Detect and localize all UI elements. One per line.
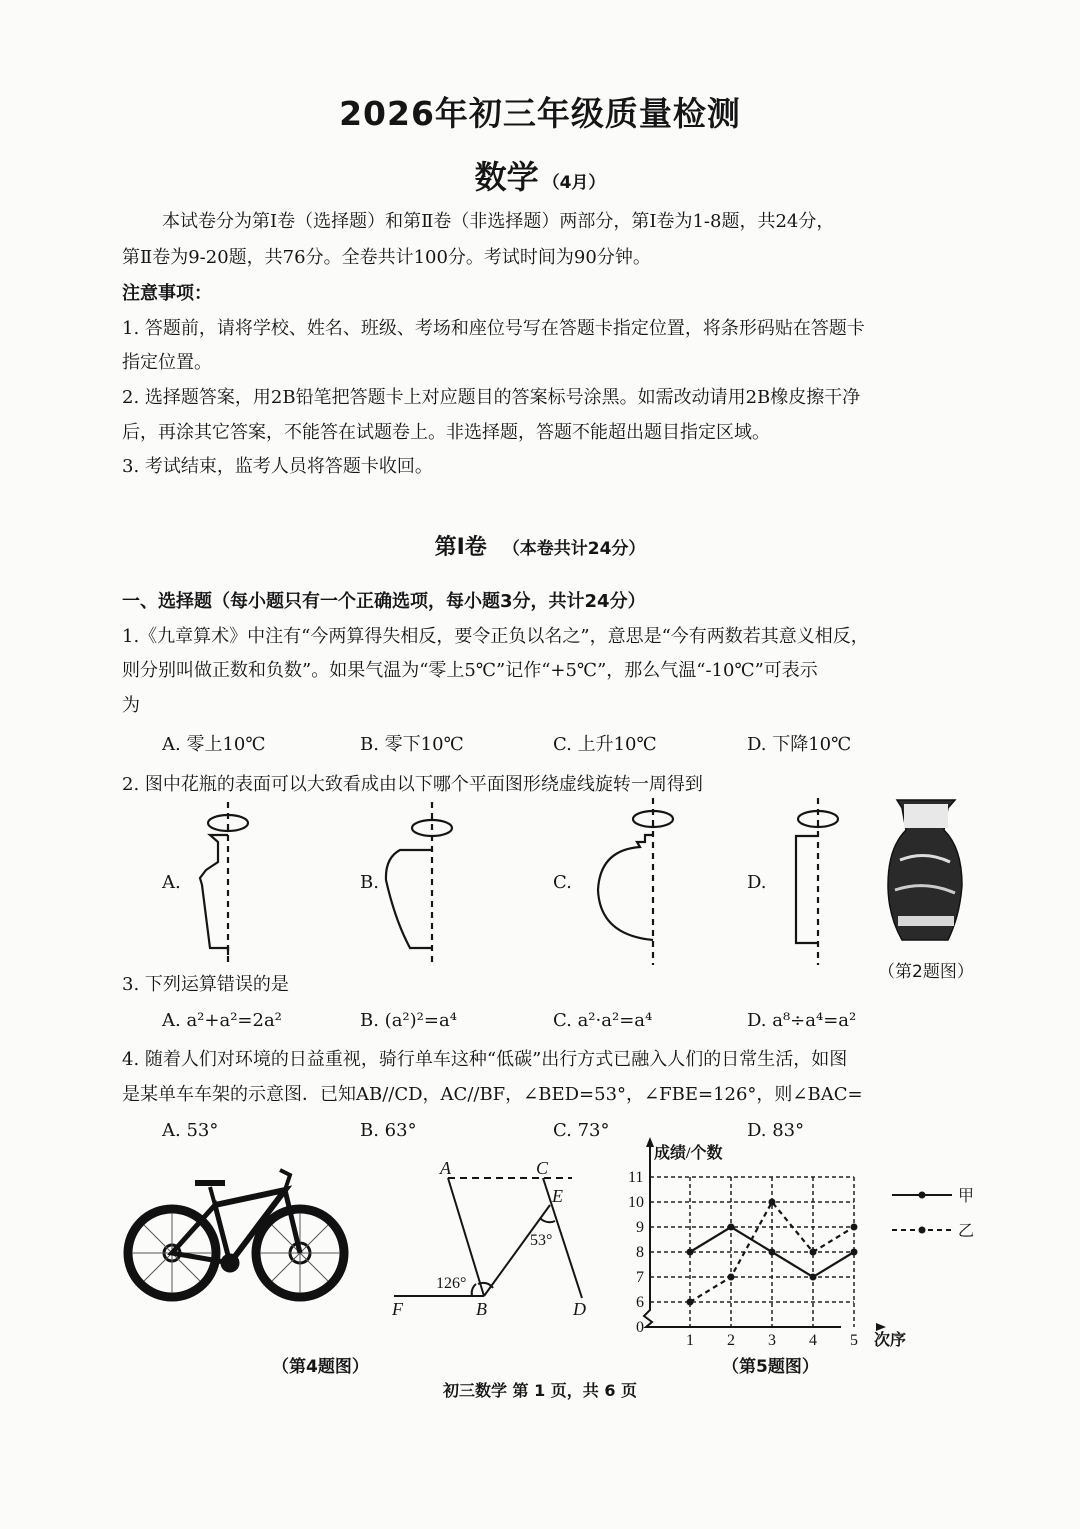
q1-line: 1.《九章算术》中注有“今两算得失相反，要令正负以名之”，意思是“今有两数若其意义相反， (122, 626, 869, 647)
part-heading: 一、选择题（每小题只有一个正确选项，每小题3分，共计24分） (122, 591, 646, 612)
q1-line: 为 (122, 695, 140, 716)
point-d-label: D (573, 1299, 586, 1319)
intro-line-2: 第Ⅱ卷为9-20题，共76分。全卷共计100分。考试时间为90分钟。 (122, 247, 651, 268)
q3-option-b[interactable]: B. (a²)²=a⁴ (360, 1010, 457, 1031)
point-a-label: A (440, 1158, 451, 1178)
bicycle-image-icon (120, 1165, 360, 1315)
option-b-shape-icon (386, 802, 452, 965)
q3-option-d[interactable]: D. a⁸÷a⁴=a² (747, 1010, 857, 1031)
svg-text:10: 10 (628, 1194, 644, 1211)
page-footer: 初三数学 第 1 页，共 6 页 (442, 1381, 638, 1400)
svg-text:成绩/个数: 成绩/个数 (654, 1145, 723, 1162)
q4-line: 是某单车车架的示意图．已知AB//CD，AC//BF，∠BED=53°，∠FBE=126°，则∠BAC= (122, 1084, 863, 1105)
q1-option-d[interactable]: D. 下降10℃ (747, 734, 852, 755)
section-title (0, 530, 1080, 561)
section-score: （本卷共计24分） (502, 539, 646, 559)
q2-option-a[interactable]: A. (162, 872, 181, 893)
q2-option-d[interactable]: D. (747, 872, 767, 893)
subject-name: 数学 (474, 158, 539, 196)
q1-option-b[interactable]: B. 零下10℃ (360, 734, 464, 755)
angle-126-label: 126° (436, 1275, 467, 1292)
q3-option-a[interactable]: A. a²+a²=2a² (162, 1010, 282, 1031)
note-item: 1. 答题前，请将学校、姓名、班级、考场和座位号写在答题卡指定位置，将条形码贴在答题卡 (122, 318, 865, 339)
svg-text:11: 11 (628, 1169, 644, 1186)
q2-rotation-figures (0, 790, 1080, 975)
q4-figure-caption: （第4题图） (272, 1357, 369, 1377)
point-b-label: B (476, 1299, 487, 1319)
svg-text:5: 5 (850, 1332, 858, 1349)
q2-option-b[interactable]: B. (360, 872, 379, 893)
option-a-shape-icon (200, 802, 248, 965)
point-e-label: E (552, 1186, 563, 1206)
point-f-label: F (392, 1299, 403, 1319)
svg-text:甲: 甲 (958, 1188, 975, 1205)
q4-line: 4. 随着人们对环境的日益重视，骑行单车这种“低碳”出行方式已融入人们的日常生活，如图 (122, 1049, 848, 1070)
option-d-shape-icon (796, 798, 838, 965)
svg-text:0: 0 (636, 1319, 644, 1336)
section-name: 第Ⅰ卷 (434, 535, 487, 560)
q1-line: 则分别叫做正数和负数”。如果气温为“零上5℃”记作“+5℃”，那么气温“-10℃”可表示 (122, 660, 818, 681)
subject-title (0, 152, 1080, 198)
note-item: 2. 选择题答案，用2B铅笔把答题卡上对应题目的答案标号涂黑。如需改动请用2B橡皮擦干净 (122, 387, 861, 408)
q2-figure-caption: （第2题图） (878, 962, 974, 982)
exam-month: （4月） (542, 173, 606, 193)
q1-option-c[interactable]: C. 上升10℃ (553, 734, 657, 755)
svg-text:乙: 乙 (958, 1223, 975, 1240)
q4-geometry-figure (380, 1150, 600, 1330)
svg-text:1: 1 (686, 1332, 694, 1349)
note-item: 3. 考试结束，监考人员将答题卡收回。 (122, 456, 433, 477)
q3-line: 3. 下列运算错误的是 (122, 974, 289, 995)
svg-text:3: 3 (768, 1332, 776, 1349)
note-item: 指定位置。 (122, 352, 212, 373)
q2-option-c[interactable]: C. (553, 872, 572, 893)
exam-title: 2026年初三年级质量检测 (339, 94, 741, 133)
angle-53-label: 53° (530, 1232, 553, 1249)
notes-heading: 注意事项： (122, 283, 212, 304)
svg-text:4: 4 (809, 1332, 817, 1349)
svg-text:2: 2 (727, 1332, 735, 1349)
svg-text:8: 8 (636, 1244, 644, 1261)
q4-option-d[interactable]: D. 83° (747, 1120, 805, 1141)
point-c-label: C (536, 1158, 549, 1178)
option-c-shape-icon (598, 798, 673, 965)
svg-text:9: 9 (636, 1219, 644, 1236)
svg-text:7: 7 (636, 1269, 644, 1286)
note-item: 后，再涂其它答案，不能答在试题卷上。非选择题，答题不能超出题目指定区域。 (122, 422, 770, 443)
q4-option-c[interactable]: C. 73° (553, 1120, 610, 1141)
q4-option-a[interactable]: A. 53° (162, 1120, 219, 1141)
q5-figure-caption: （第5题图） (722, 1357, 819, 1377)
q1-option-a[interactable]: A. 零上10℃ (162, 734, 266, 755)
intro-line-1: 本试卷分为第Ⅰ卷（选择题）和第Ⅱ卷（非选择题）两部分，第Ⅰ卷为1-8题，共24分， (162, 211, 835, 232)
q5-line-chart (620, 1135, 1000, 1355)
q2-line: 2. 图中花瓶的表面可以大致看成由以下哪个平面图形绕虚线旋转一周得到 (122, 774, 703, 795)
q3-option-c[interactable]: C. a²·a²=a⁴ (553, 1010, 653, 1031)
svg-text:6: 6 (636, 1294, 644, 1311)
q4-option-b[interactable]: B. 63° (360, 1120, 417, 1141)
vase-image-icon (888, 800, 962, 940)
svg-text:次序: 次序 (874, 1332, 907, 1349)
